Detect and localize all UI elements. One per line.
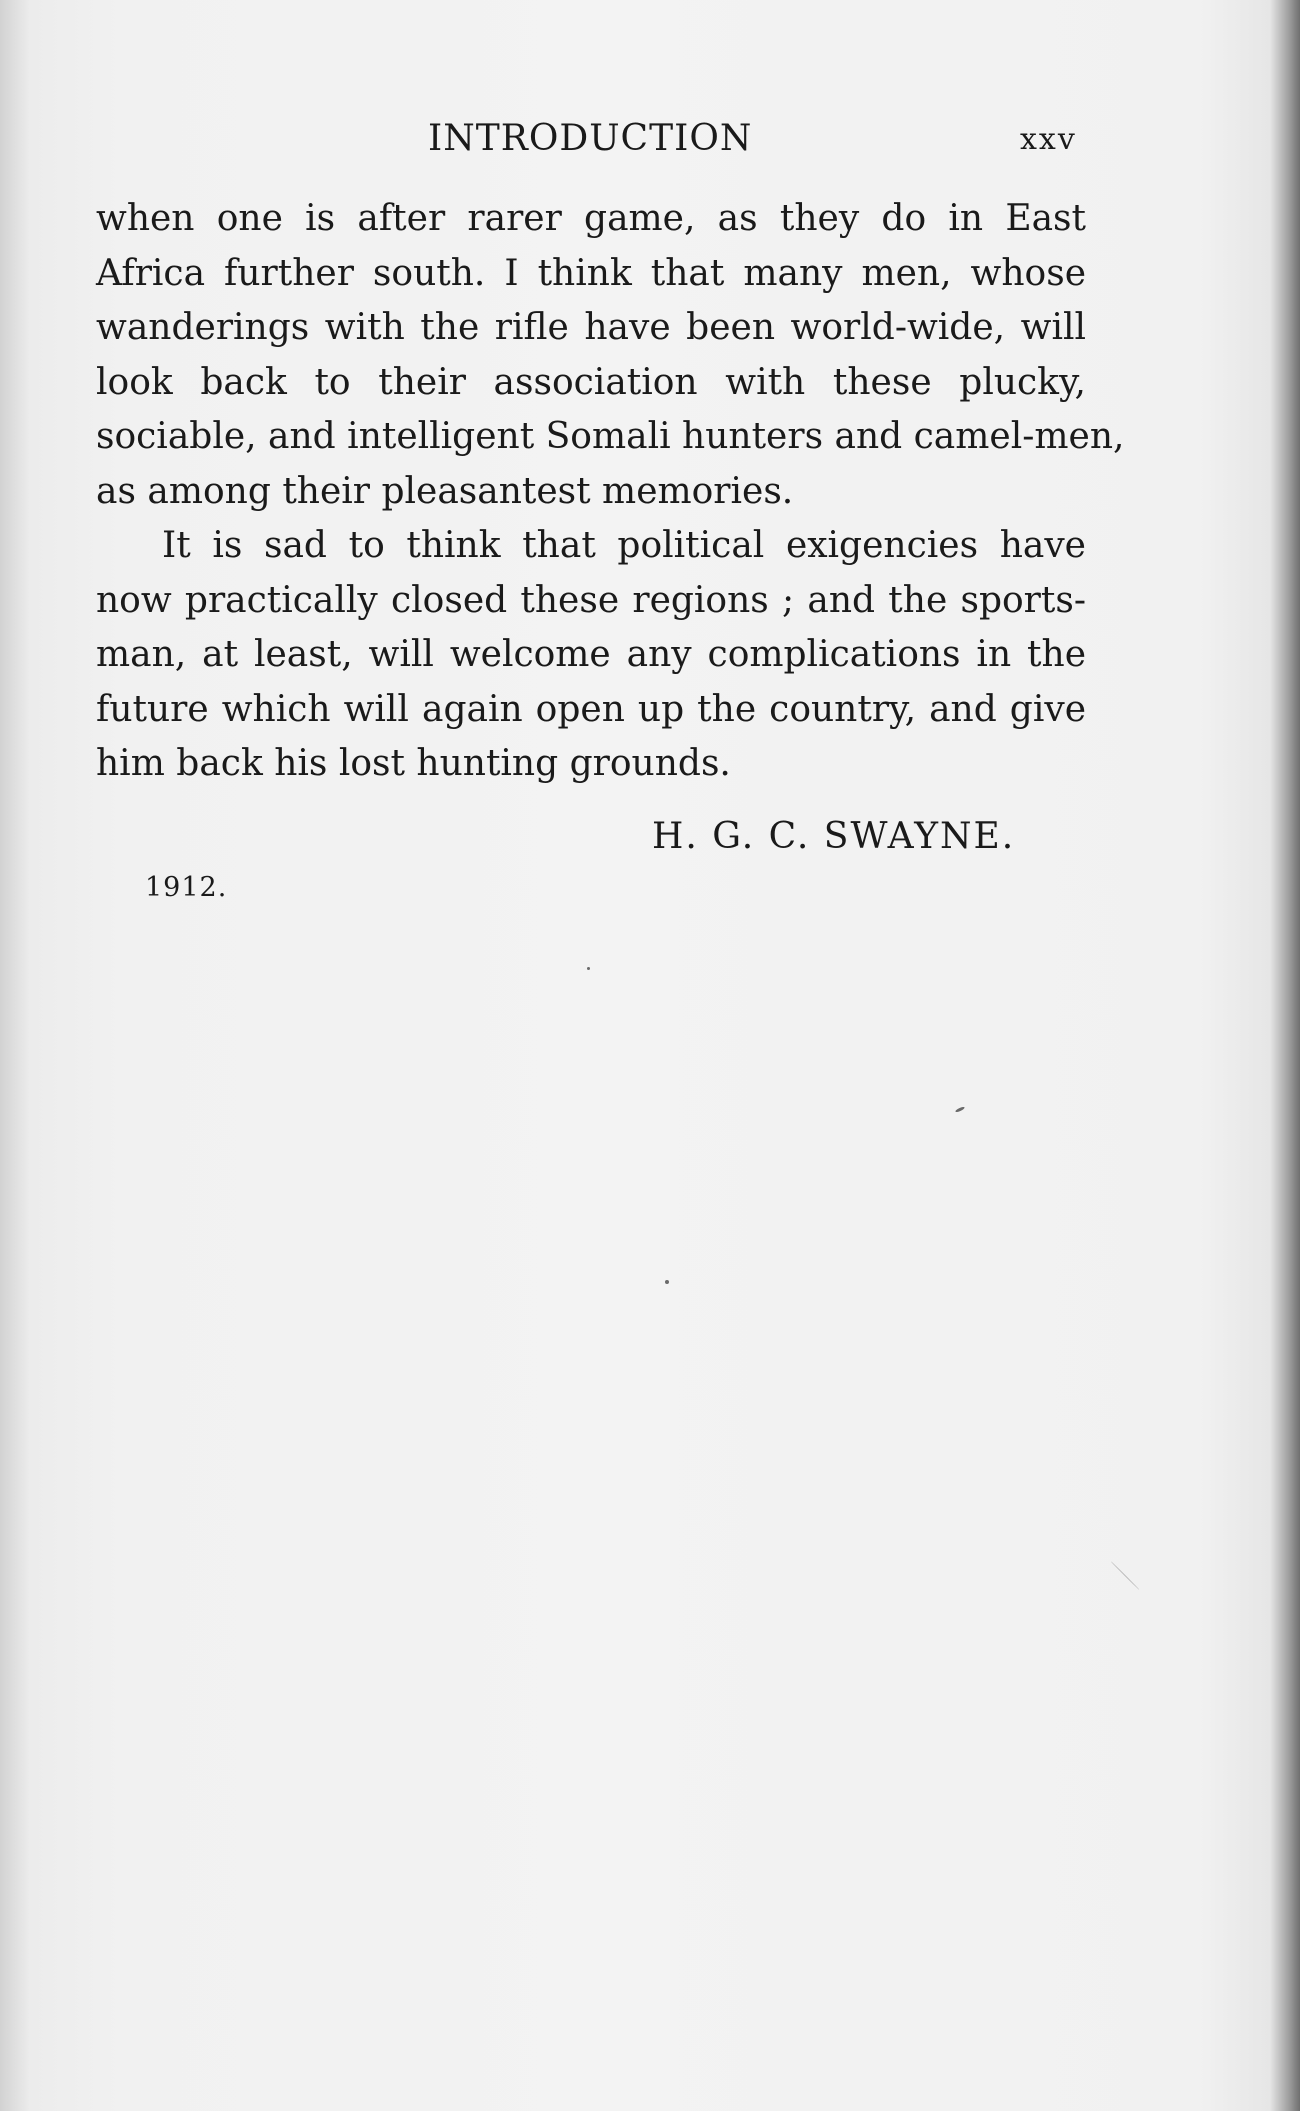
paper-speck <box>587 967 590 970</box>
running-head <box>0 118 1300 168</box>
chapter-title: INTRODUCTION <box>428 118 753 159</box>
text-line: It is sad to think that political exigencies have <box>162 525 1086 566</box>
text-line: when one is after rarer game, as they do in East <box>96 198 1086 239</box>
page-number: xxv <box>1020 122 1077 157</box>
paragraph-1 <box>96 192 1125 519</box>
body-text <box>96 192 1125 792</box>
text-line: sociable, and intelligent Somali hunters and camel-men, <box>96 416 1125 457</box>
paper-speck <box>1111 1561 1140 1590</box>
text-line: look back to their association with these plucky, <box>96 361 1086 403</box>
text-line: now practically closed these regions ; and the sports- <box>96 579 1086 621</box>
text-line: future which will again open up the country, and give <box>96 688 1086 730</box>
text-line: him back his lost hunting grounds. <box>96 743 731 784</box>
text-line: wanderings with the rifle have been world-wide, will <box>96 307 1086 348</box>
date-line: 1912. <box>145 872 228 903</box>
author-signature: H. G. C. SWAYNE. <box>652 816 1016 857</box>
text-line: as among their pleasantest memories. <box>96 470 794 512</box>
paper-speck <box>955 1106 965 1113</box>
paragraph-2 <box>96 519 1086 792</box>
text-line: Africa further south. I think that many men, whose <box>96 252 1086 294</box>
paper-speck <box>665 1280 669 1284</box>
text-line: man, at least, will welcome any complications in the <box>96 634 1086 675</box>
